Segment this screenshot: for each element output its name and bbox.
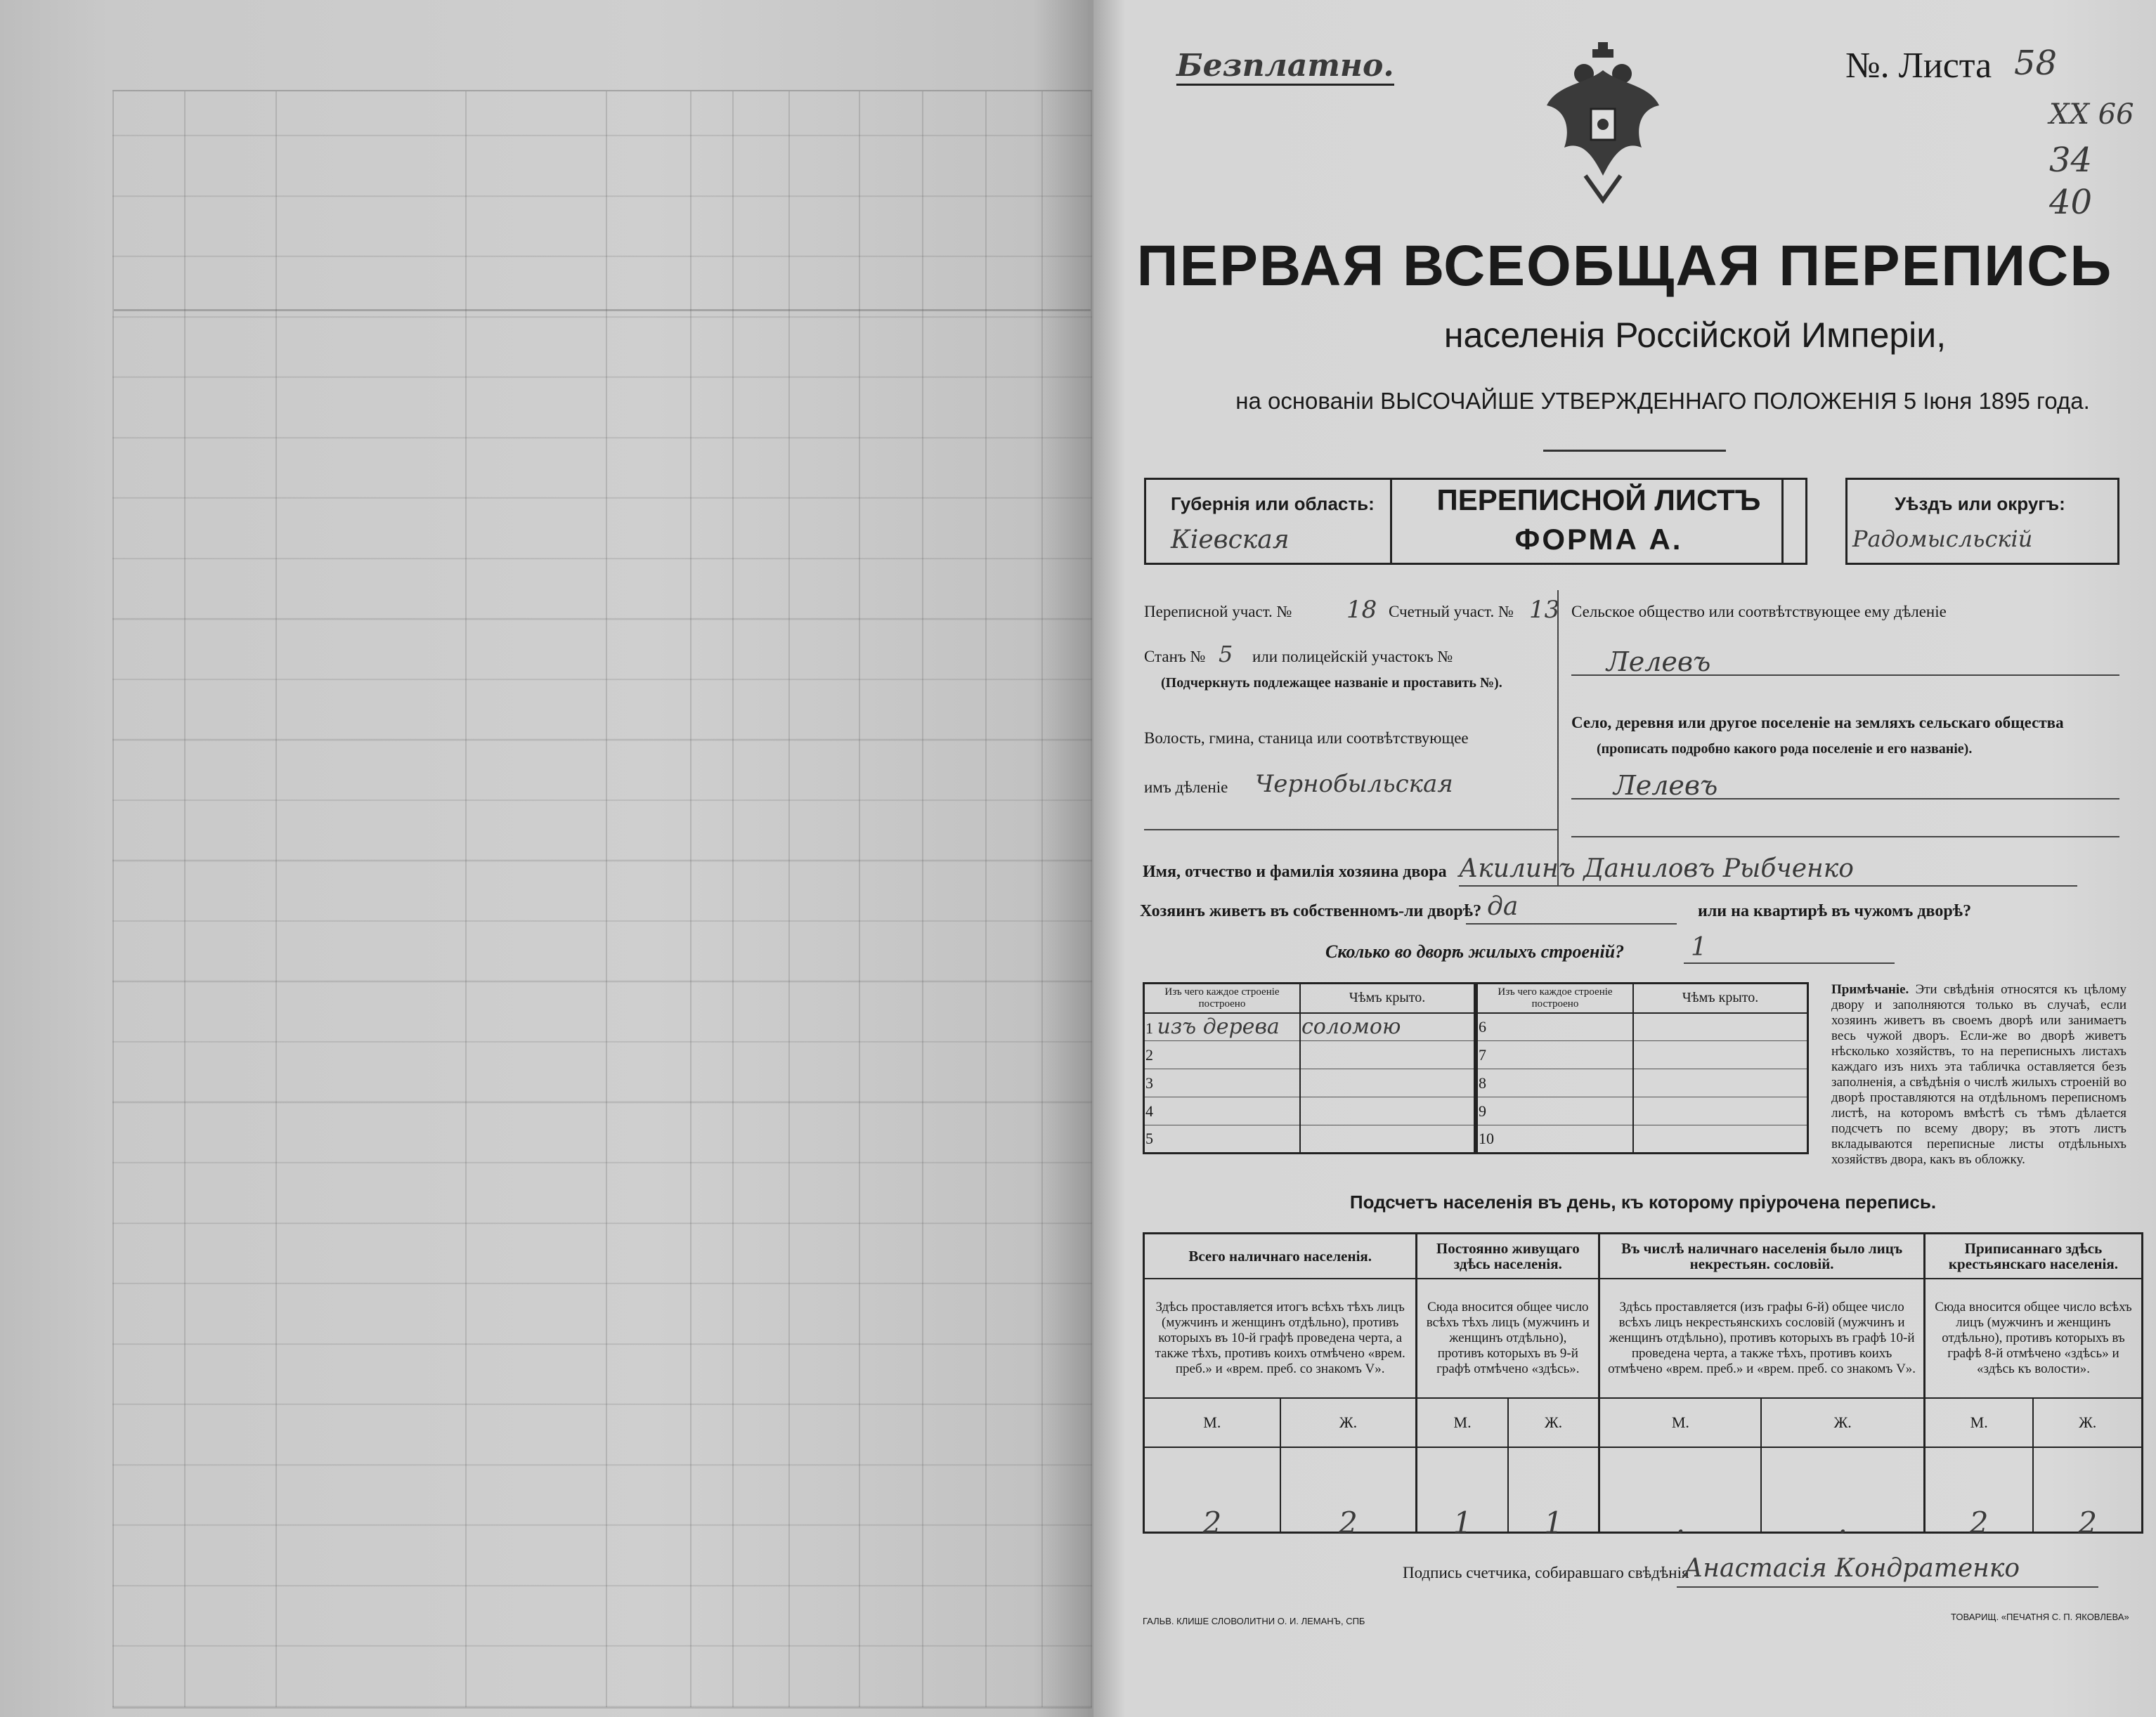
note-text: Эти свѣдѣнія относятся къ цѣлому двору и заполняются только въ случаѣ, если хозяинъ живетъ въ своемъ дворѣ или занимаетъ весь чужой дворъ. Если-же во дворѣ живетъ нѣсколько хозяйствъ, то на переписныхъ листахъ каждаго изъ нихъ эта табличка оставляется безъ заполненія, а свѣдѣнія о числѣ жилыхъ строеній во дворѣ проставляются на отдѣльномъ переписномъ листѣ, на которомъ вмѣстѣ съ тѣмъ дѣлается подсчетъ по всему двору; въ этотъ листъ вкладываются переписные листы отдѣльныхъ хозяйствъ двора, какъ въ обложку. bbox=[1831, 982, 2126, 1167]
bleed-through-grid bbox=[112, 90, 1092, 1709]
stan-label: Станъ № bbox=[1144, 648, 1206, 665]
owner-value: Акилинъ Даниловъ Рыбченко bbox=[1459, 854, 1854, 883]
male-label: М. bbox=[1417, 1398, 1508, 1447]
volost-label-1: Волость, гмина, станица или соотвѣтствующее bbox=[1144, 729, 1469, 747]
own-house-value: да bbox=[1487, 892, 1519, 921]
pop-col-3-heading: Въ числѣ наличнаго населенія было лицъ некрестьян. сословій. bbox=[1599, 1234, 1925, 1279]
ornamental-divider bbox=[1543, 450, 1726, 452]
double-headed-eagle-icon bbox=[1543, 42, 1663, 204]
buildings-underline bbox=[1684, 962, 1895, 964]
census-district-label: Переписной участ. № bbox=[1144, 603, 1292, 620]
pop-col-1-desc: Здѣсь проставляется итогъ всѣхъ тѣхъ лицъ (мужчинъ и женщинъ отдѣльно), противъ которыхъ въ 10-й графѣ проведена черта, а также тѣхъ, противъ коихъ отмѣчено «врем. преб.» и «врем. преб. со знакомъ V». bbox=[1144, 1279, 1417, 1398]
roof-cell bbox=[1300, 1097, 1475, 1125]
note-title: Примѣчаніе. bbox=[1831, 982, 1909, 997]
pop-col-3-male: . bbox=[1599, 1447, 1762, 1533]
buildings-value: 1 bbox=[1691, 933, 1707, 962]
archive-mark-1: ХХ 66 bbox=[2049, 98, 2134, 131]
uezd-value: Радомысльскій bbox=[1852, 525, 2033, 552]
female-label: Ж. bbox=[1280, 1398, 1417, 1447]
pop-col-2-heading: Постоянно живущаго здѣсь населенія. bbox=[1417, 1234, 1599, 1279]
imprint-left: ГАЛЬВ. КЛИШЕ СЛОВОЛИТНИ О. И. ЛЕМАНЪ, СПБ bbox=[1143, 1616, 1365, 1626]
form-subtitle: населенія Россійской Имперіи, bbox=[1443, 315, 1947, 355]
owner-label: Имя, отчество и фамилія хозяина двора bbox=[1143, 863, 1447, 881]
underline-note: (Подчеркнуть подлежащее названіе и проставить №). bbox=[1161, 675, 1502, 691]
signature-value: Анастасія Кондратенко bbox=[1684, 1554, 2020, 1583]
material-header: Изъ чего каждое строеніе построено bbox=[1477, 984, 1634, 1013]
buildings-label: Сколько во дворѣ жилыхъ строеній? bbox=[1325, 941, 1625, 962]
rural-society-value: Лелевъ bbox=[1606, 646, 1711, 677]
table-row: 6 bbox=[1477, 1013, 1634, 1041]
table-row: 7 bbox=[1477, 1041, 1634, 1069]
volost-underline bbox=[1144, 829, 1557, 830]
stan-value: 5 bbox=[1219, 641, 1233, 667]
pop-col-4-desc: Сюда вносится общее число всѣхъ лицъ (мужчинъ и женщинъ отдѣльно), противъ которыхъ въ графѣ 8-й отмѣчено «здѣсь» и «здѣсь къ волости». bbox=[1935, 1299, 2132, 1376]
owner-underline bbox=[1459, 885, 2077, 887]
archive-mark-2: 34 bbox=[2049, 141, 2093, 180]
table-row: 3 bbox=[1144, 1069, 1301, 1097]
pop-col-3-female: . bbox=[1761, 1447, 1924, 1533]
female-label: Ж. bbox=[2079, 1413, 2097, 1431]
table-row: 9 bbox=[1477, 1097, 1634, 1125]
village-note: (прописать подробно какого рода поселеніе и его названіе). bbox=[1597, 741, 1973, 757]
roof-cell bbox=[1633, 1041, 1808, 1069]
female-label: Ж. bbox=[1761, 1398, 1924, 1447]
table-row: 5 bbox=[1144, 1125, 1301, 1154]
pop-col-2-male: 1 bbox=[1417, 1447, 1508, 1533]
village-label: Село, деревня или другое поселеніе на земляхъ сельскаго общества bbox=[1571, 714, 2064, 731]
pop-col-4-female: 2 bbox=[2078, 1506, 2098, 1540]
volost-value: Чернобыльская bbox=[1255, 770, 1453, 798]
material-header: Изъ чего каждое строеніе построено bbox=[1144, 984, 1301, 1013]
roof-cell bbox=[1300, 1041, 1475, 1069]
pop-col-4-male: 2 bbox=[1924, 1447, 2033, 1533]
guberniya-label: Губернія или область: bbox=[1171, 493, 1375, 514]
village-underline-2 bbox=[1571, 836, 2119, 837]
table-row: 8 bbox=[1477, 1069, 1634, 1097]
rural-society-underline bbox=[1571, 674, 2119, 676]
male-label: М. bbox=[1924, 1398, 2033, 1447]
form-main-title: ПЕРВАЯ ВСЕОБЩАЯ ПЕРЕПИСЬ bbox=[1136, 234, 2113, 298]
roof-cell bbox=[1633, 1097, 1808, 1125]
village-value: Лелевъ bbox=[1613, 770, 1718, 801]
police-label: или полицейскій участокъ № bbox=[1252, 648, 1453, 665]
form-title: ПЕРЕПИСНОЙ ЛИСТЪ bbox=[1436, 483, 1761, 516]
pop-col-2-female: 1 bbox=[1508, 1447, 1599, 1533]
own-house-label: Хозяинъ живетъ въ собственномъ-ли дворѣ? bbox=[1140, 902, 1482, 920]
imprint-right: ТОВАРИЩ. «ПЕЧАТНЯ С. П. ЯКОВЛЕВА» bbox=[1951, 1612, 2129, 1622]
female-label: Ж. bbox=[1508, 1398, 1599, 1447]
table-row: 10 bbox=[1477, 1125, 1634, 1154]
pop-col-1-female: 2 bbox=[1280, 1447, 1417, 1533]
count-district-value: 13 bbox=[1529, 596, 1560, 624]
archive-mark-3: 40 bbox=[2049, 183, 2093, 222]
male-label: М. bbox=[1599, 1398, 1762, 1447]
own-house-underline bbox=[1466, 923, 1677, 925]
free-label: Безплатно. bbox=[1176, 48, 1394, 86]
roof-header: Чѣмъ крыто. bbox=[1682, 990, 1759, 1006]
table-row: 4 bbox=[1144, 1097, 1301, 1125]
village-underline-1 bbox=[1571, 798, 2119, 799]
pop-col-2-desc: Сюда вносится общее число всѣхъ тѣхъ лицъ (мужчинъ и женщинъ отдѣльно), противъ которыхъ въ 9-й графѣ отмѣчено «здѣсь». bbox=[1417, 1279, 1599, 1398]
form-basis: на основаніи ВЫСОЧАЙШЕ УТВЕРЖДЕННАГО ПОЛОЖЕНІЯ 5 Іюня 1895 года. bbox=[1235, 388, 2090, 414]
roof-header: Чѣмъ крыто. bbox=[1349, 990, 1426, 1006]
sheet-number-value: 58 bbox=[2014, 44, 2058, 83]
male-label: М. bbox=[1144, 1398, 1280, 1447]
buildings-table-right bbox=[1476, 982, 1809, 1154]
roof-cell bbox=[1633, 1069, 1808, 1097]
population-table bbox=[1143, 1232, 2143, 1540]
roof-cell bbox=[1633, 1013, 1808, 1041]
census-form-page bbox=[1093, 0, 2156, 1717]
pop-col-4-heading: Приписаннаго здѣсь крестьянскаго населенія. bbox=[1948, 1239, 2118, 1272]
sheet-number-label: №. Листа bbox=[1845, 46, 1992, 86]
count-district-label: Счетный участ. № bbox=[1389, 603, 1514, 620]
roof-cell: соломою bbox=[1301, 1014, 1401, 1040]
roof-cell bbox=[1300, 1069, 1475, 1097]
pop-col-3-desc: Здѣсь проставляется (изъ графы 6-й) общее число всѣхъ лицъ некрестьянскихъ сословій (мужчинъ и женщинъ отдѣльно), противъ которыхъ въ графѣ 10-й проведена черта, а также тѣхъ, противъ коихъ отмѣчено «врем. преб.» и «врем. преб. со знакомъ V». bbox=[1599, 1279, 1925, 1398]
guberniya-value: Кіевская bbox=[1171, 525, 1290, 554]
signature-underline bbox=[1677, 1586, 2098, 1588]
note-block bbox=[1831, 982, 2126, 1168]
table-row: 2 bbox=[1144, 1041, 1301, 1069]
form-subtitle-a: ФОРМА А. bbox=[1514, 523, 1683, 556]
roof-cell bbox=[1300, 1125, 1475, 1154]
buildings-table-left bbox=[1143, 982, 1476, 1154]
signature-label: Подпись счетчика, собиравшаго свѣдѣнія bbox=[1403, 1564, 1689, 1581]
volost-label-2: имъ дѣленіе bbox=[1144, 778, 1228, 796]
census-district-value: 18 bbox=[1346, 596, 1377, 624]
pop-col-1-heading: Всего наличнаго населенія. bbox=[1144, 1234, 1417, 1279]
rent-label: или на квартирѣ въ чужомъ дворѣ? bbox=[1698, 902, 1972, 920]
rural-society-label: Сельское общество или соотвѣтствующее ему дѣленіе bbox=[1571, 603, 1947, 620]
pop-col-1-male: 2 bbox=[1144, 1447, 1280, 1533]
table-row: 1 изъ дерева bbox=[1144, 1013, 1301, 1041]
population-title: Подсчетъ населенія въ день, къ которому пріурочена перепись. bbox=[1349, 1192, 1937, 1213]
roof-cell bbox=[1633, 1125, 1808, 1154]
uezd-label: Уѣздъ или округъ: bbox=[1895, 493, 2065, 514]
field-divider bbox=[1557, 590, 1559, 885]
